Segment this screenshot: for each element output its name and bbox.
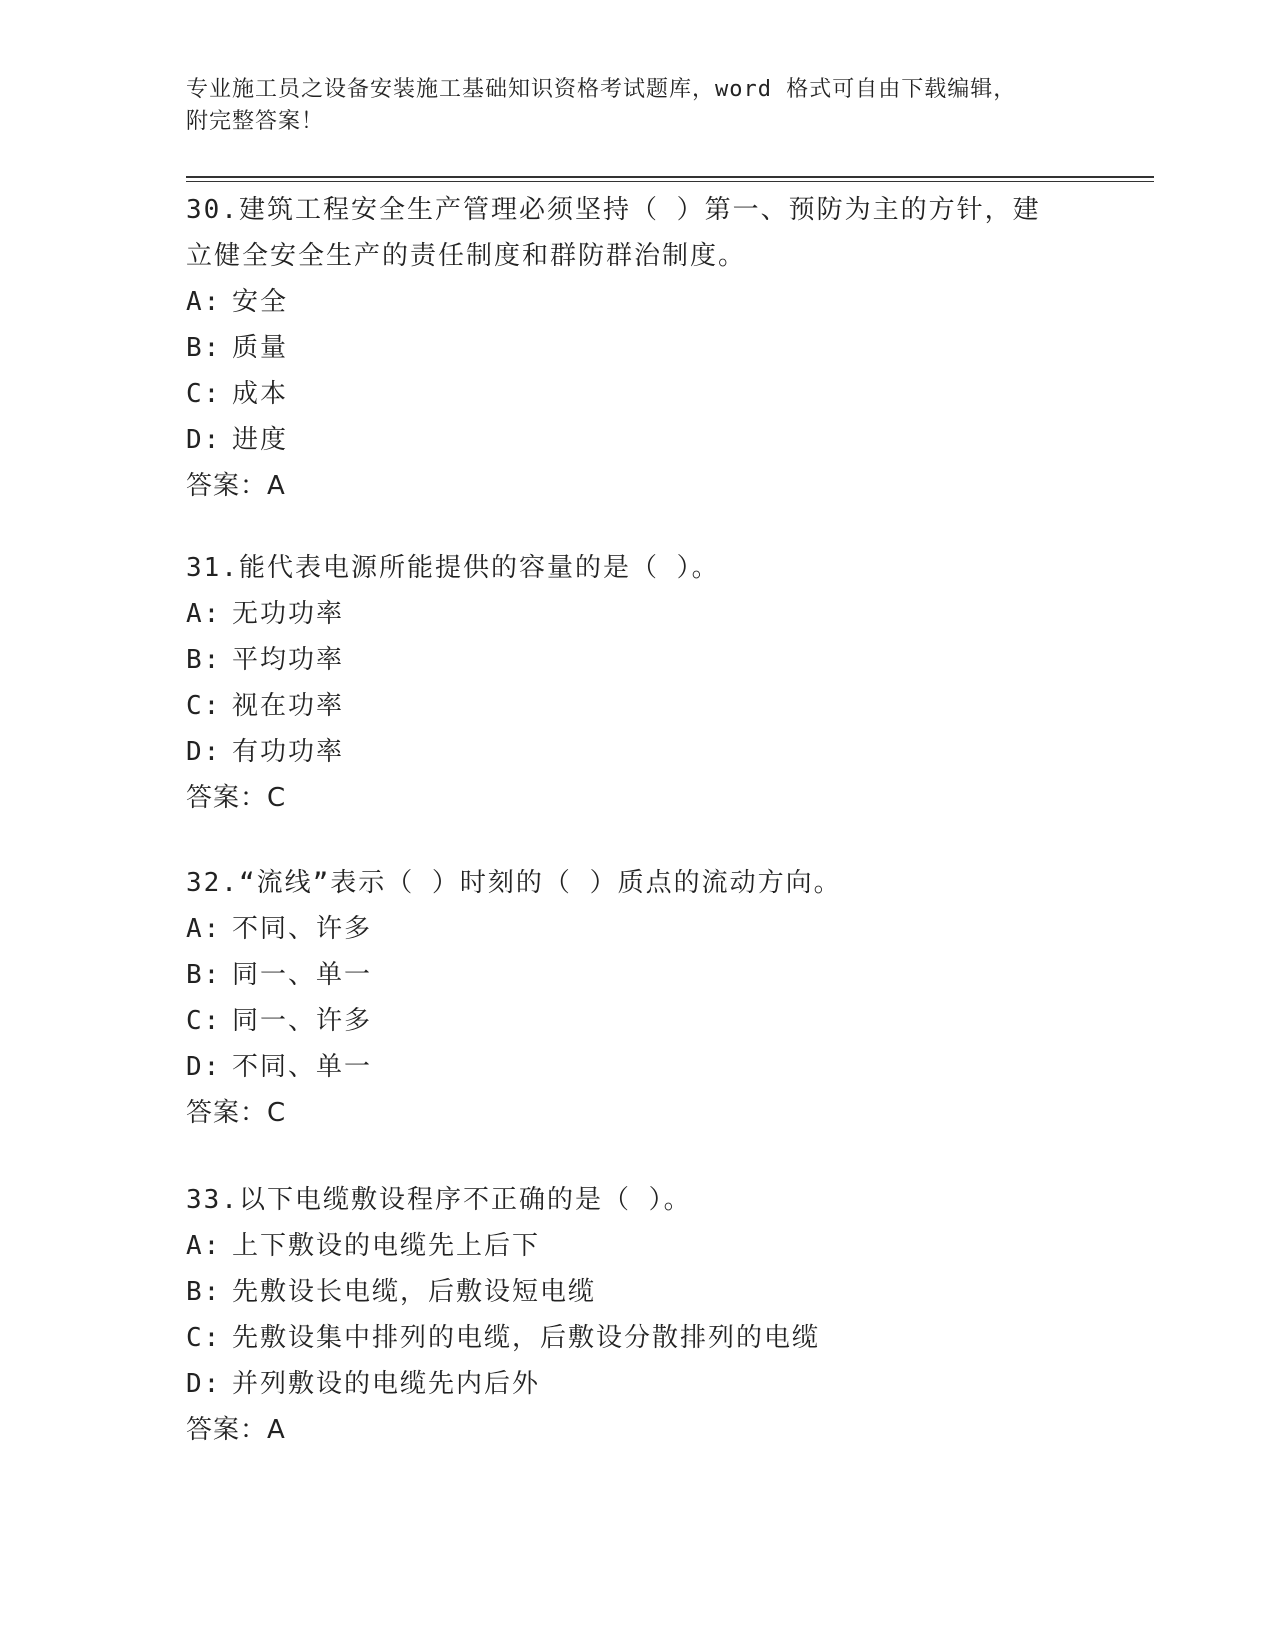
option-letter: C: bbox=[186, 691, 222, 721]
option-letter: B: bbox=[186, 1277, 222, 1307]
option-letter: A: bbox=[186, 287, 222, 317]
header-line-1: 专业施工员之设备安装施工基础知识资格考试题库，word 格式可自由下载编辑， bbox=[186, 77, 1017, 102]
header-divider-thick bbox=[186, 176, 1154, 178]
question-stem bbox=[186, 187, 1086, 279]
answer-line: 答案：A bbox=[186, 471, 286, 501]
option-text: 安全 bbox=[232, 287, 289, 317]
option-letter: B: bbox=[186, 333, 222, 363]
question-30 bbox=[186, 187, 1086, 509]
option-c bbox=[186, 998, 1086, 1044]
option-letter: D: bbox=[186, 737, 222, 767]
option-letter: A: bbox=[186, 914, 222, 944]
option-b bbox=[186, 1269, 1086, 1315]
option-a bbox=[186, 279, 1086, 325]
option-text: 有功功率 bbox=[232, 737, 345, 767]
option-text: 上下敷设的电缆先上后下 bbox=[232, 1231, 541, 1261]
option-text: 同一、单一 bbox=[232, 960, 373, 990]
option-d bbox=[186, 1044, 1086, 1090]
option-letter: C: bbox=[186, 379, 222, 409]
option-letter: C: bbox=[186, 1323, 222, 1353]
option-b bbox=[186, 952, 1086, 998]
document-header bbox=[186, 74, 1086, 138]
option-text: 先敷设长电缆，后敷设短电缆 bbox=[232, 1277, 597, 1307]
option-b bbox=[186, 637, 1086, 683]
question-33 bbox=[186, 1177, 1086, 1453]
option-a bbox=[186, 1223, 1086, 1269]
question-31 bbox=[186, 545, 1086, 821]
option-text: 视在功率 bbox=[232, 691, 345, 721]
option-text: 同一、许多 bbox=[232, 1006, 373, 1036]
option-letter: A: bbox=[186, 599, 222, 629]
option-c bbox=[186, 1315, 1086, 1361]
option-letter: D: bbox=[186, 1052, 222, 1082]
option-letter: D: bbox=[186, 425, 222, 455]
option-text: 先敷设集中排列的电缆，后敷设分散排列的电缆 bbox=[232, 1323, 821, 1353]
answer-line: 答案：C bbox=[186, 783, 287, 813]
option-letter: A: bbox=[186, 1231, 222, 1261]
option-a bbox=[186, 906, 1086, 952]
option-a bbox=[186, 591, 1086, 637]
question-stem bbox=[186, 545, 1086, 591]
option-letter: B: bbox=[186, 645, 222, 675]
question-stem-line: 33.以下电缆敷设程序不正确的是（ ）。 bbox=[186, 1185, 692, 1215]
option-d bbox=[186, 729, 1086, 775]
option-b bbox=[186, 325, 1086, 371]
question-stem-line: 30.建筑工程安全生产管理必须坚持（ ）第一、预防为主的方针，建 bbox=[186, 195, 1041, 225]
question-stem-line: 立健全安全生产的责任制度和群防群治制度。 bbox=[186, 241, 747, 271]
question-stem-line: 32.“流线”表示（ ）时刻的（ ）质点的流动方向。 bbox=[186, 868, 842, 898]
question-stem-line: 31.能代表电源所能提供的容量的是（ ）。 bbox=[186, 553, 720, 583]
option-text: 不同、许多 bbox=[232, 914, 373, 944]
answer-line: 答案：C bbox=[186, 1098, 287, 1128]
answer-line: 答案：A bbox=[186, 1415, 286, 1445]
header-divider-thin bbox=[186, 181, 1154, 182]
option-letter: B: bbox=[186, 960, 222, 990]
option-text: 不同、单一 bbox=[232, 1052, 373, 1082]
option-text: 无功功率 bbox=[232, 599, 345, 629]
option-d bbox=[186, 417, 1086, 463]
question-stem bbox=[186, 1177, 1086, 1223]
option-text: 成本 bbox=[232, 379, 289, 409]
option-text: 进度 bbox=[232, 425, 289, 455]
option-text: 平均功率 bbox=[232, 645, 345, 675]
option-letter: C: bbox=[186, 1006, 222, 1036]
header-line-2: 附完整答案！ bbox=[186, 109, 325, 134]
option-text: 并列敷设的电缆先内后外 bbox=[232, 1369, 541, 1399]
option-c bbox=[186, 371, 1086, 417]
question-32 bbox=[186, 860, 1086, 1136]
option-letter: D: bbox=[186, 1369, 222, 1399]
option-text: 质量 bbox=[232, 333, 289, 363]
option-c bbox=[186, 683, 1086, 729]
option-d bbox=[186, 1361, 1086, 1407]
question-stem bbox=[186, 860, 1086, 906]
